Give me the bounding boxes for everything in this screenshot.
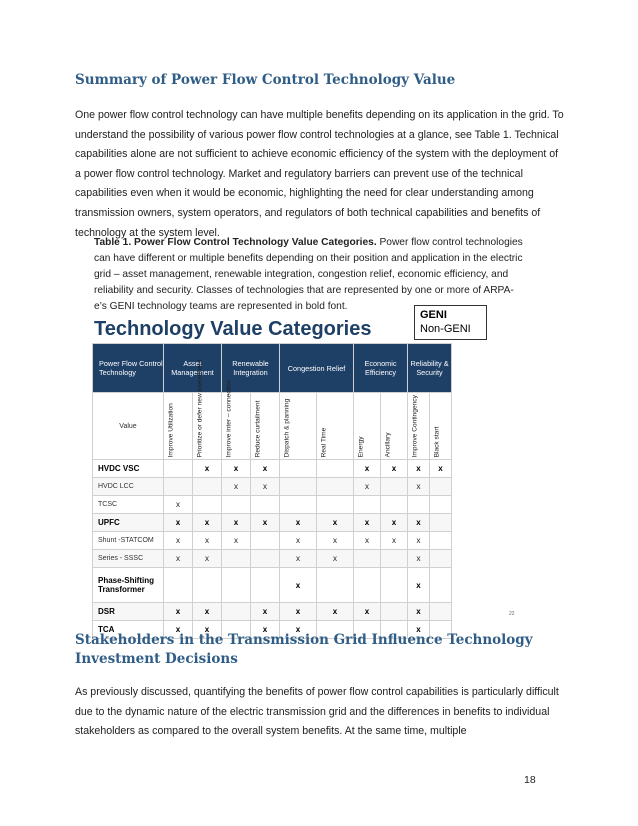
figure-reference: 22 (509, 611, 515, 617)
page-number: 18 (524, 774, 536, 786)
table-body (93, 460, 452, 639)
table-cell (381, 496, 408, 514)
table-column-header-row (93, 393, 452, 460)
table-cell (381, 603, 408, 621)
table-cell: x (164, 550, 193, 568)
table-cell (280, 496, 317, 514)
table-cell: x (317, 603, 354, 621)
table-cell: x (251, 621, 280, 639)
table-cell (317, 496, 354, 514)
table-cell (354, 550, 381, 568)
technology-name: DSR (93, 603, 164, 621)
group-header-renewable-integration: Renewable Integration (222, 344, 280, 393)
table-cell (430, 514, 452, 532)
table-cell: x (317, 514, 354, 532)
table-cell (193, 568, 222, 603)
table-cell: x (222, 460, 251, 478)
table-row (93, 568, 452, 603)
column-header (222, 379, 251, 460)
table-cell: x (251, 478, 280, 496)
table-cell: x (381, 460, 408, 478)
table-cell: x (164, 514, 193, 532)
column-label: Improve Contingency (411, 394, 419, 457)
column-header (354, 393, 381, 460)
table-cell (354, 568, 381, 603)
table-cell: x (408, 603, 430, 621)
column-label: Improve inter – connection (225, 379, 233, 457)
table-row (93, 603, 452, 621)
table-cell (222, 603, 251, 621)
table-cell (430, 603, 452, 621)
group-header-reliability-security: Reliability & Security (408, 344, 452, 393)
table-caption (94, 235, 526, 315)
table-cell: x (280, 603, 317, 621)
column-header (430, 393, 452, 460)
table-cell: x (222, 478, 251, 496)
table-cell: x (354, 460, 381, 478)
technology-name: TCA (93, 621, 164, 639)
table-cell: x (408, 568, 430, 603)
group-header-congestion-relief: Congestion Relief (280, 344, 354, 393)
column-label: Reduce curtailment (254, 400, 262, 457)
column-label: Improve Utilization (167, 402, 175, 457)
paragraph-stakeholders: As previously discussed, quantifying the benefits of power flow control capabilities is particularly difficult due to the dynamic nature of the electric transmission grid and the differences in benefits to individual stakeholders as compared to the overall system benefits. At the same time, multiple (75, 686, 559, 738)
table-cell: x (408, 532, 430, 550)
table-row (93, 478, 452, 496)
table-cell: x (280, 514, 317, 532)
column-label: Energy (357, 436, 365, 457)
column-label: Dispatch & planning (283, 398, 291, 457)
table-cell (430, 478, 452, 496)
table-corner-header: Power Flow Control Technology (93, 344, 164, 393)
table-cell (193, 478, 222, 496)
table-cell: x (317, 532, 354, 550)
section-heading-summary: Summary of Power Flow Control Technology Value (75, 72, 456, 88)
table-cell: x (222, 532, 251, 550)
column-header (280, 393, 317, 460)
table-cell: x (193, 603, 222, 621)
column-header (408, 393, 430, 460)
table-caption-text: Power flow control technologies can have different or multiple benefits depending on their position and application in the electric grid – asset management, renewable integration, congestion relief, economic efficiency, and reliability and security. Classes of technologies that are represented by one or more of ARPA-e’s GENI technology teams are represented in bold font. (94, 237, 523, 312)
column-label: Black start (433, 426, 441, 457)
table-cell: x (408, 621, 430, 639)
table-cell (222, 550, 251, 568)
legend-geni: GENI (420, 309, 447, 321)
legend-non-geni: Non-GENI (420, 323, 471, 335)
table-cell (430, 550, 452, 568)
table-cell: x (164, 603, 193, 621)
table-row (93, 550, 452, 568)
group-header-asset-management: Asset Management (164, 344, 222, 393)
column-label: Ancillary (384, 432, 392, 457)
table-cell (317, 460, 354, 478)
technology-name: UPFC (93, 514, 164, 532)
table-cell (193, 496, 222, 514)
technology-name: Phase-Shifting Transformer (93, 568, 164, 603)
table-cell: x (430, 460, 452, 478)
technology-name: Series - SSSC (93, 550, 164, 568)
paragraph-intro: One power flow control technology can have multiple benefits depending on its application in the grid. To understand the possibility of various power flow control technologies at a glance, see Table 1. Technical capabilities alone are not sufficient to achieve economic efficiency of the system with the deployment of a power flow control technology. Market and regulatory barriers can prevent use of the technical capabilities even when it would be economic, highlighting the need for clear understanding among transmission owners, system operators, and regulators of both technical capabilities and benefits of technology at the system level. (75, 109, 564, 239)
technology-name: Shunt -STATCOM (93, 532, 164, 550)
table-cell: x (354, 603, 381, 621)
table-cell: x (251, 460, 280, 478)
column-header (251, 393, 280, 460)
technology-name: HVDC VSC (93, 460, 164, 478)
table-cell (317, 478, 354, 496)
table-cell (430, 532, 452, 550)
table-cell: x (408, 460, 430, 478)
table-cell: x (164, 496, 193, 514)
table-cell: x (280, 550, 317, 568)
table-cell: x (280, 532, 317, 550)
table-cell (381, 568, 408, 603)
table-row (93, 460, 452, 478)
table-cell (164, 460, 193, 478)
technology-name: HVDC LCC (93, 478, 164, 496)
table-cell (222, 568, 251, 603)
table-cell: x (193, 460, 222, 478)
table-cell (251, 550, 280, 568)
table-cell (280, 460, 317, 478)
table-cell: x (251, 603, 280, 621)
table-cell: x (408, 514, 430, 532)
table-cell: x (354, 478, 381, 496)
table-cell: x (193, 532, 222, 550)
technology-value-table (92, 343, 452, 639)
table-cell: x (193, 621, 222, 639)
table-cell (251, 532, 280, 550)
table-cell: x (251, 514, 280, 532)
figure-legend (414, 305, 487, 340)
column-header (381, 393, 408, 460)
table-cell (381, 550, 408, 568)
table-cell (222, 496, 251, 514)
column-header (164, 393, 193, 460)
table-row (93, 496, 452, 514)
column-label: Real Time (320, 427, 328, 457)
table-cell: x (193, 514, 222, 532)
table-cell: x (381, 532, 408, 550)
table-cell: x (164, 621, 193, 639)
table-row (93, 532, 452, 550)
table-cell (280, 478, 317, 496)
table-cell (164, 568, 193, 603)
table-cell: x (354, 532, 381, 550)
table-cell (164, 478, 193, 496)
table-cell: x (408, 550, 430, 568)
group-header-economic-efficiency: Economic Efficiency (354, 344, 408, 393)
table-cell: x (280, 568, 317, 603)
table-cell (251, 496, 280, 514)
table-cell (430, 568, 452, 603)
table-caption-label: Table 1. Power Flow Control Technology Value Categories. (94, 237, 377, 248)
table-cell: x (193, 550, 222, 568)
column-header (317, 393, 354, 460)
table-cell (354, 496, 381, 514)
table-row (93, 514, 452, 532)
table-cell: x (381, 514, 408, 532)
column-label: Prioritize or defer new investment (196, 359, 204, 457)
table-cell: x (354, 514, 381, 532)
table-cell: x (222, 514, 251, 532)
table-group-header-row (93, 344, 452, 393)
table-cell (381, 478, 408, 496)
column-header (193, 359, 222, 460)
value-label: Value (93, 393, 164, 460)
table-cell (408, 496, 430, 514)
technology-name: TCSC (93, 496, 164, 514)
table-cell (430, 496, 452, 514)
figure-title: Technology Value Categories (94, 318, 372, 340)
table-cell: x (408, 478, 430, 496)
table-cell (317, 568, 354, 603)
table-cell: x (164, 532, 193, 550)
section-heading-stakeholders: Stakeholders in the Transmission Grid Influence Technology Investment Decisions (75, 632, 533, 667)
table-cell (251, 568, 280, 603)
table-cell: x (280, 621, 317, 639)
table-cell: x (317, 550, 354, 568)
